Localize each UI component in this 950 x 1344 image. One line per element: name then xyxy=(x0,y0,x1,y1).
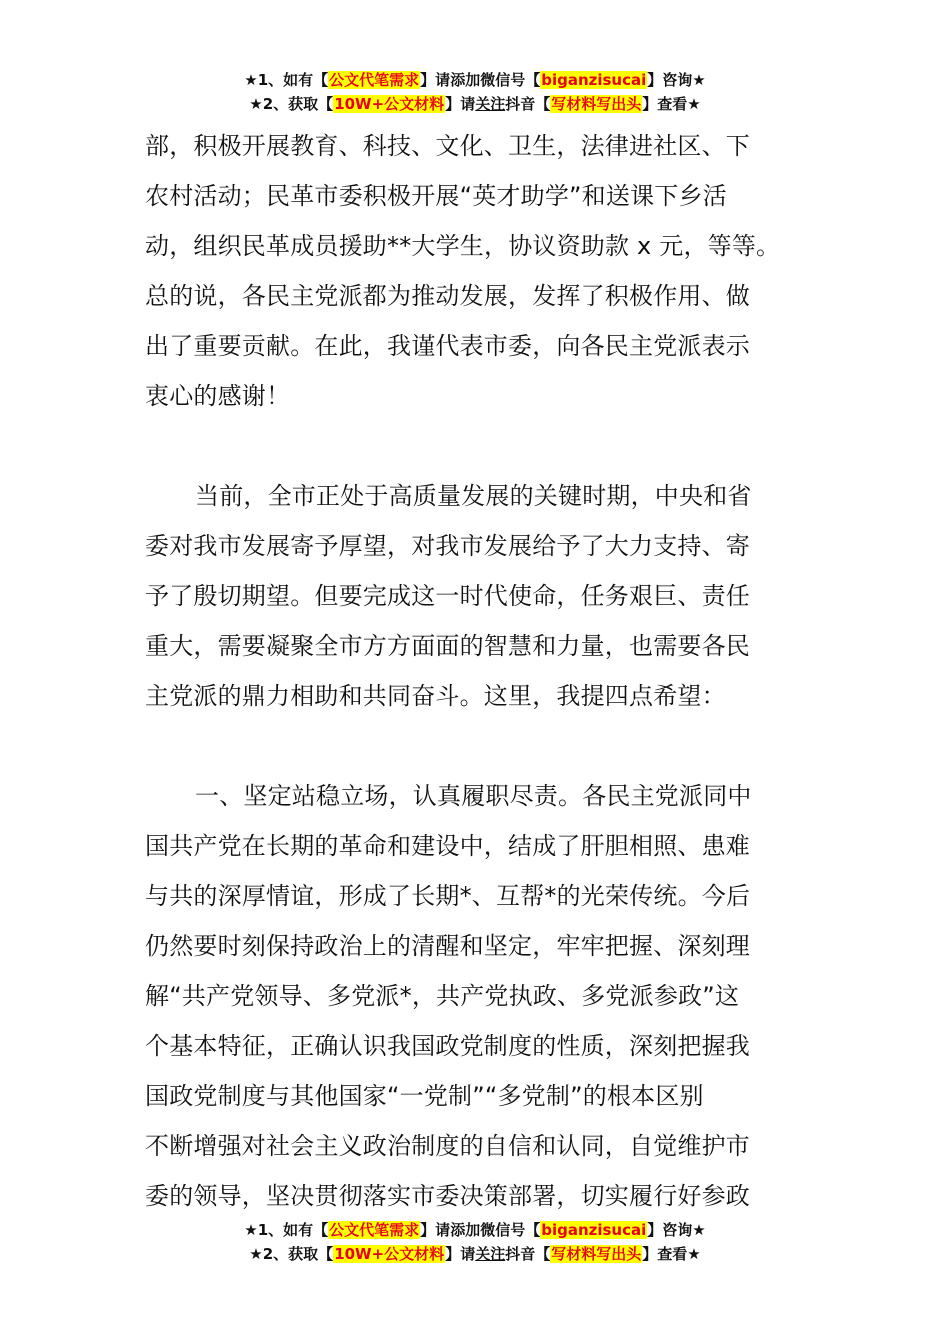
banner-line-2 xyxy=(0,92,950,116)
text-line: 出了重要贡献。在此，我谨代表市委，向各民主党派表示 xyxy=(145,332,750,360)
banner-emphasis: 关注 xyxy=(475,95,506,113)
text-line: 不断增强对社会主义政治制度的自信和认同，自觉维护市 xyxy=(145,1132,750,1160)
banner-highlight: 写材料写出头 xyxy=(551,1245,642,1263)
banner-text: 】请 xyxy=(445,95,476,113)
banner-text: 】查看★ xyxy=(642,1245,701,1263)
banner-line-1 xyxy=(0,1218,950,1242)
bottom-banner xyxy=(0,1218,950,1266)
text-line: 仍然要时刻保持政治上的清醒和坚定，牢牢把握、深刻理 xyxy=(145,932,750,960)
text-line: 动，组织民革成员援助**大学生，协议资助款 x 元，等等。 xyxy=(145,232,781,260)
banner-highlight: 写材料写出头 xyxy=(551,95,642,113)
text-line: 重大，需要凝聚全市方方面面的智慧和力量，也需要各民 xyxy=(145,632,750,660)
text-line: 主党派的鼎力相助和共同奋斗。这里，我提四点希望： xyxy=(145,682,726,710)
banner-highlight: 10W+公文材料 xyxy=(334,1245,445,1263)
banner-highlight: 公文代笔需求 xyxy=(329,71,420,89)
banner-text: 微信号【 xyxy=(480,71,541,89)
text-line: 农村活动；民革市委积极开展“英才助学”和送课下乡活 xyxy=(145,182,727,210)
text-line: 解“共产党领导、多党派*，共产党执政、多党派参政”这 xyxy=(145,982,740,1010)
banner-highlight: biganzisucai xyxy=(541,71,647,89)
banner-line-2 xyxy=(0,1242,950,1266)
paragraph-gap xyxy=(145,721,810,771)
banner-text: ★2、获取【 xyxy=(249,1245,334,1263)
text-line: 当前，全市正处于高质量发展的关键时期，中央和省 xyxy=(195,482,752,510)
banner-text: 】查看★ xyxy=(642,95,701,113)
banner-text: 】咨询★ xyxy=(647,1221,706,1239)
banner-line-1 xyxy=(0,68,950,92)
banner-emphasis: 添加 xyxy=(450,1221,481,1239)
banner-highlight: biganzisucai xyxy=(541,1221,647,1239)
top-banner xyxy=(0,68,950,116)
banner-text: 微信号【 xyxy=(480,1221,541,1239)
paragraph-3 xyxy=(145,771,810,1221)
banner-highlight: 公文代笔需求 xyxy=(329,1221,420,1239)
text-line: 部，积极开展教育、科技、文化、卫生，法律进社区、下 xyxy=(145,132,750,160)
text-line: 与共的深厚情谊，形成了长期*、互帮*的光荣传统。今后 xyxy=(145,882,751,910)
text-line: 委对我市发展寄予厚望，对我市发展给予了大力支持、寄 xyxy=(145,532,750,560)
banner-text: 】咨询★ xyxy=(647,71,706,89)
text-line: 总的说，各民主党派都为推动发展，发挥了积极作用、做 xyxy=(145,282,750,310)
banner-text: ★2、获取【 xyxy=(249,95,334,113)
text-line: 予了殷切期望。但要完成这一时代使命，任务艰巨、责任 xyxy=(145,582,750,610)
text-line: 国政党制度与其他国家“一党制”“多党制”的根本区别 xyxy=(145,1082,704,1110)
banner-text: 】请 xyxy=(445,1245,476,1263)
banner-text: 】请 xyxy=(420,1221,451,1239)
text-line: 个基本特征，正确认识我国政党制度的性质，深刻把握我 xyxy=(145,1032,750,1060)
paragraph-gap xyxy=(145,421,810,471)
text-line: 国共产党在长期的革命和建设中，结成了肝胆相照、患难 xyxy=(145,832,750,860)
paragraph-1 xyxy=(145,121,810,421)
banner-text: ★1、如有【 xyxy=(244,1221,329,1239)
banner-text: 抖音【 xyxy=(505,95,551,113)
text-line: 衷心的感谢！ xyxy=(145,382,291,410)
banner-text: 抖音【 xyxy=(505,1245,551,1263)
paragraph-2 xyxy=(145,471,810,721)
banner-highlight: 10W+公文材料 xyxy=(334,95,445,113)
text-line: 一、坚定站稳立场，认真履职尽责。各民主党派同中 xyxy=(195,782,752,810)
banner-emphasis: 添加 xyxy=(450,71,481,89)
banner-text: 】请 xyxy=(420,71,451,89)
banner-emphasis: 关注 xyxy=(475,1245,506,1263)
text-line: 委的领导，坚决贯彻落实市委决策部署，切实履行好参政 xyxy=(145,1182,750,1210)
document-body xyxy=(145,121,810,1221)
banner-text: ★1、如有【 xyxy=(244,71,329,89)
